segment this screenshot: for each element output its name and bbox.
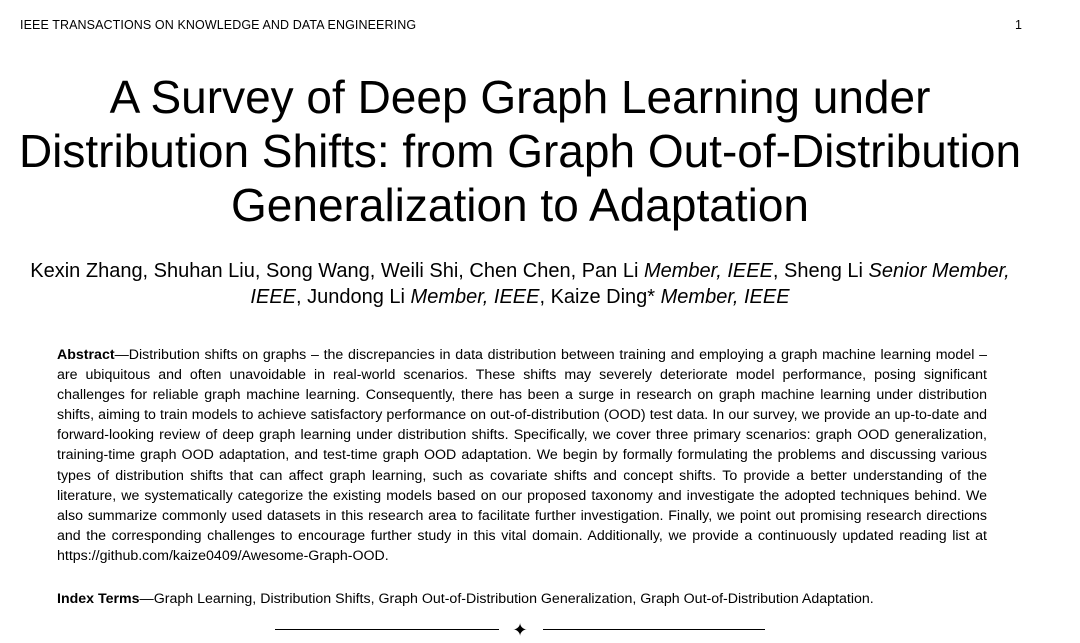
title-line-3: Generalization to Adaptation — [231, 179, 809, 231]
membership-2: Senior Member, IEEE — [250, 260, 1010, 308]
four-point-star-icon: ✦ — [512, 620, 528, 640]
membership-1: Member, IEEE — [643, 260, 773, 282]
divider-line-right — [543, 629, 765, 630]
authors-part-1: Kexin Zhang, Shuhan Liu, Song Wang, Weili Shi, Chen Chen, Pan Li — [30, 260, 644, 282]
membership-3: Member, IEEE — [410, 286, 540, 308]
abstract — [57, 345, 987, 566]
membership-4: Member, IEEE — [660, 286, 790, 308]
author-list — [20, 258, 1020, 310]
title-line-1: A Survey of Deep Graph Learning under — [109, 71, 931, 123]
authors-part-2: , Sheng Li — [772, 260, 869, 282]
page-number: 1 — [1015, 18, 1022, 32]
index-terms — [57, 589, 987, 609]
abstract-label: Abstract — [57, 347, 115, 363]
divider-line-left — [275, 629, 499, 630]
abstract-text: —Distribution shifts on graphs – the discrepancies in data distribution between training and employing a graph machine learning model – are ubiquitous and often unavoidable in real-world scenarios. These shifts may severely deteriorate model performance, posing significant challenges for reliable graph machine learning. Consequently, there has been a surge in research on graph machine learning under distribution shifts, aiming to train models to achieve satisfactory performance on out-of-distribution (OOD) test data. In our survey, we provide an up-to-date and forward-looking review of deep graph learning under distribution shifts. Specifically, we cover three primary scenarios: graph OOD generalization, training-time graph OOD adaptation, and test-time graph OOD adaptation. We begin by formally formulating the problems and discussing various types of distribution shifts that can affect graph learning, such as covariate shifts and concept shifts. To provide a better understanding of the literature, we systematically categorize the existing models based on our proposed taxonomy and investigate the adopted techniques behind. We also summarize commonly used datasets in this research area to facilitate further investigation. Finally, we point out promising research directions and the corresponding challenges to encourage further study in this vital domain. Additionally, we provide a continuously updated reading list at https://github.com/kaize0409/Awesome-Graph-OOD. — [57, 347, 987, 564]
section-divider — [275, 620, 765, 640]
index-terms-label: Index Terms — [57, 591, 140, 607]
authors-part-4: , Kaize Ding* — [539, 286, 661, 308]
title-line-2: Distribution Shifts: from Graph Out-of-Distribution — [18, 125, 1022, 177]
running-head: IEEE TRANSACTIONS ON KNOWLEDGE AND DATA ENGINEERING — [20, 18, 417, 32]
paper-title — [0, 70, 1040, 232]
authors-part-3: , Jundong Li — [296, 286, 411, 308]
index-terms-text: —Graph Learning, Distribution Shifts, Graph Out-of-Distribution Generalization, Graph Out-of-Distribution Adaptation. — [139, 591, 874, 607]
